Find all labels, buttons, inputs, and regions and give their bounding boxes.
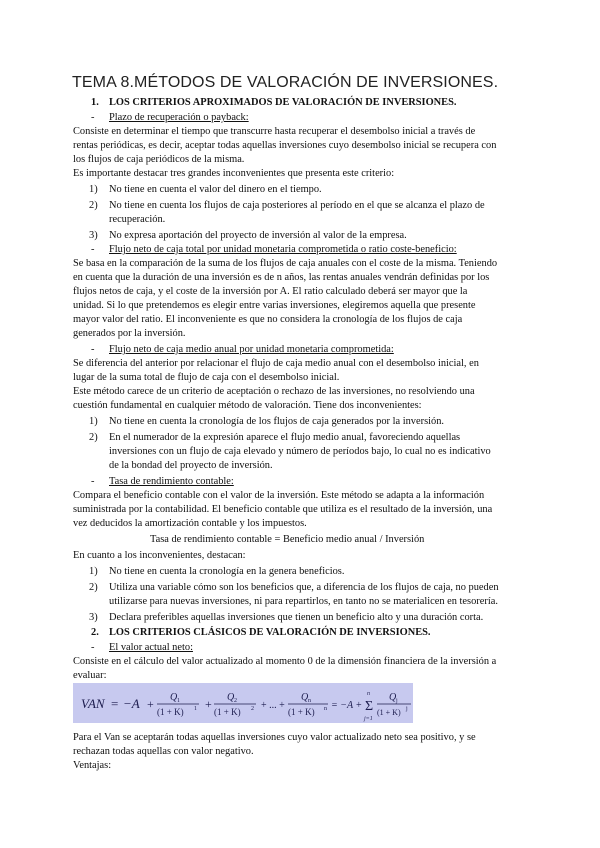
formula-plus: + (147, 697, 154, 711)
formula-d2: (1 + K) (214, 707, 241, 717)
paragraph-line: En cuanto a los inconvenientes, destacan: (73, 550, 246, 561)
formula-q2-sub: 2 (234, 698, 237, 704)
paragraph-line: Para el Van se aceptarán todas aquellas inversiones cuyo valor actualizado neto sea positivo, y se (73, 732, 476, 743)
list-item: utilizarse para nuevas inversiones, ni para repartirlos, en tanto no se materialicen en tesorería. (109, 596, 498, 607)
paragraph-line: generados por la inversión. (73, 328, 186, 339)
list-number: 3) (89, 230, 98, 241)
list-item: de la bondad del proyecto de inversión. (109, 460, 273, 471)
formula-d2-exp: 2 (251, 706, 254, 712)
list-number: 1) (89, 184, 98, 195)
bullet-dash: - (91, 112, 95, 123)
subsection-heading: Flujo neto de caja total por unidad monetaria comprometida o ratio coste-beneficio: (109, 244, 457, 255)
van-formula-image (73, 683, 413, 723)
formula-qn: Q (301, 692, 309, 703)
paragraph-line: Consiste en determinar el tiempo que transcurre hasta recuperar el desembolso inicial a través de (73, 126, 476, 137)
paragraph-line: en cuenta que la duración de una inversión es de n años, las rentas anuales vendrán definidas por los (73, 272, 490, 283)
subsection-heading: Flujo neto de caja medio anual por unidad monetaria comprometida: (109, 344, 394, 355)
page-title: TEMA 8.MÉTODOS DE VALORACIÓN DE INVERSIONES. (72, 74, 499, 91)
paragraph-line: mayor valor del ratio. El inconveniente es que no considera la cronología de los flujos de caja (73, 314, 463, 325)
formula-plus: + (205, 697, 212, 711)
paragraph-line: Compara el beneficio contable con el valor de la inversión. Este método se adapta a la información (73, 490, 485, 501)
list-number: 2) (89, 200, 98, 211)
formula-sigma-top: n (367, 691, 370, 697)
formula-sigma: Σ (365, 699, 374, 714)
paragraph-line: Este método carece de un criterio de aceptación o rechazo de las inversiones, no resolviendo una (73, 386, 475, 397)
formula-eq2: = −A + (331, 700, 363, 711)
section-heading: LOS CRITERIOS APROXIMADOS DE VALORACIÓN DE INVERSIONES. (109, 97, 457, 108)
list-item: No tiene en cuenta el valor del dinero en el tiempo. (109, 184, 322, 195)
list-item: Declara preferibles aquellas inversiones que tienen un beneficio alto y una duración corta. (109, 612, 484, 623)
bullet-dash: - (91, 244, 95, 255)
formula-sigma-bottom: j=1 (364, 716, 373, 722)
list-item: Utiliza una variable cómo son los beneficios que, a diferencia de los flujos de caja, no pueden (109, 582, 499, 593)
list-number: 1) (89, 566, 98, 577)
formula-d1-exp: 1 (194, 706, 197, 712)
formula-qj: Q (389, 692, 397, 703)
paragraph-line: suministrada por la contabilidad. El beneficio contable que utiliza es el resultado de la inversión, una (73, 504, 493, 515)
list-item: recuperación. (109, 214, 166, 225)
paragraph-line: rechazan todas aquellas con valor negativo. (73, 746, 254, 757)
paragraph-line: vez deducidos la amortización contable y los impuestos. (73, 518, 307, 529)
list-number: 2) (89, 582, 98, 593)
formula-q2: Q (227, 692, 235, 703)
bullet-dash: - (91, 476, 95, 487)
paragraph-line: Se diferencia del anterior por relacionar el flujo de caja medio anual con el desembolso inicial, en (73, 358, 479, 369)
formula-dots: + ... + (261, 700, 285, 711)
list-number: 2) (89, 432, 98, 443)
section-heading: LOS CRITERIOS CLÁSICOS DE VALORACIÓN DE INVERSIONES. (109, 627, 431, 638)
formula-d1: (1 + K) (157, 707, 184, 717)
list-item: En el numerador de la expresión aparece el flujo medio anual, favoreciendo aquellas (109, 432, 461, 443)
paragraph-line: Es importante destacar tres grandes inconvenientes que presenta este criterio: (73, 168, 395, 179)
formula-dj: (1 + K) (377, 708, 401, 717)
paragraph-line: los flujos de caja periódicos de la misma. (73, 154, 245, 165)
formula-text: Tasa de rendimiento contable = Beneficio medio anual / Inversión (150, 534, 425, 545)
paragraph-line: rentas periódicas, es decir, aceptar todas aquellas inversiones cuyo desembolso inicial se recupera con (73, 140, 497, 151)
subsection-heading: Tasa de rendimiento contable: (109, 476, 234, 487)
paragraph-line: Ventajas: (73, 760, 112, 771)
paragraph-line: evaluar: (73, 670, 107, 681)
paragraph-line: lugar de la suma total de flujo de caja con el desembolso inicial. (73, 372, 340, 383)
formula-q1: Q (170, 692, 178, 703)
formula-minus-a: −A (123, 696, 140, 711)
section-number: 1. (91, 97, 99, 108)
paragraph-line: flujos netos de caja, y el coste de la inversión por A. El ratio calculado deberá ser mayor que la (73, 286, 468, 297)
formula-qj-sub: j (396, 698, 398, 704)
section-number: 2. (91, 627, 99, 638)
list-item: No tiene en cuenta la cronología en la genera beneficios. (109, 566, 345, 577)
paragraph-line: cuestión fundamental en cualquier método de valoración. Tiene dos inconvenientes: (73, 400, 422, 411)
list-item: No tiene en cuenta la cronología de los flujos de caja generados por la inversión. (109, 416, 444, 427)
formula-dn: (1 + K) (288, 707, 315, 717)
list-number: 1) (89, 416, 98, 427)
paragraph-line: unidad. Si lo que pretendemos es elegir entre varias inversiones, elegiremos aquella que presente (73, 300, 476, 311)
formula-q1-sub: 1 (177, 698, 180, 704)
bullet-dash: - (91, 642, 95, 653)
formula-dn-exp: n (324, 706, 327, 712)
formula-dj-exp: j (406, 706, 408, 712)
subsection-heading: Plazo de recuperación o payback: (109, 112, 249, 123)
formula-van: VAN (81, 696, 105, 711)
van-formula-svg (73, 683, 413, 723)
list-item: No expresa aportación del proyecto de inversión al valor de la empresa. (109, 230, 407, 241)
list-item: No tiene en cuenta los flujos de caja posteriores al período en el que se alcanza el plazo de (109, 200, 485, 211)
formula-equals: = (111, 696, 119, 711)
paragraph-line: Se basa en la comparación de la suma de los flujos de caja anuales con el coste de la misma. Teniendo (73, 258, 498, 269)
bullet-dash: - (91, 344, 95, 355)
subsection-heading: El valor actual neto: (109, 642, 193, 653)
formula-qn-sub: n (308, 698, 311, 704)
list-number: 3) (89, 612, 98, 623)
paragraph-line: Consiste en el cálculo del valor actualizado al momento 0 de la dimensión financiera de la inversión a (73, 656, 497, 667)
list-item: inversiones con un flujo de caja elevado y número de períodos bajo, lo cual no es indicativo (109, 446, 491, 457)
